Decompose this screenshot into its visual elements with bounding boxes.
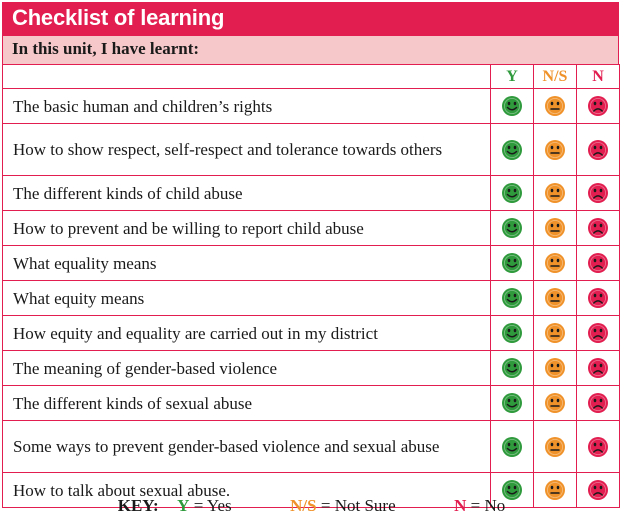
face-cell-n[interactable]: [577, 176, 620, 211]
face-cell-ns[interactable]: [534, 351, 577, 386]
face-cell-n[interactable]: [577, 89, 620, 124]
face-cell-ns[interactable]: [534, 211, 577, 246]
key-y-text: = Yes: [193, 496, 232, 515]
sad-face-icon[interactable]: [587, 392, 609, 414]
page-title: Checklist of learning: [12, 5, 225, 30]
face-cell-ns[interactable]: [534, 421, 577, 473]
neutral-face-icon[interactable]: [544, 436, 566, 458]
checklist-row: [3, 316, 620, 351]
face-cell-y[interactable]: [491, 176, 534, 211]
smiley-face-icon[interactable]: [501, 392, 523, 414]
smiley-face-icon[interactable]: [501, 436, 523, 458]
sad-face-icon[interactable]: [587, 95, 609, 117]
smiley-face-icon[interactable]: [501, 217, 523, 239]
face-cell-n[interactable]: [577, 351, 620, 386]
title-bar: [2, 2, 619, 36]
sad-face-icon[interactable]: [587, 217, 609, 239]
neutral-face-icon[interactable]: [544, 287, 566, 309]
key-y-letter: Y: [177, 496, 190, 515]
checklist-item-label: What equality means: [3, 246, 491, 281]
face-cell-n[interactable]: [577, 386, 620, 421]
checklist-row: [3, 89, 620, 124]
face-cell-ns[interactable]: [534, 246, 577, 281]
smiley-face-icon[interactable]: [501, 95, 523, 117]
header-yes: Y: [491, 65, 534, 89]
checklist-item-label: The different kinds of child abuse: [3, 176, 491, 211]
face-cell-ns[interactable]: [534, 124, 577, 176]
sad-face-icon[interactable]: [587, 287, 609, 309]
sad-face-icon[interactable]: [587, 252, 609, 274]
face-cell-y[interactable]: [491, 124, 534, 176]
neutral-face-icon[interactable]: [544, 217, 566, 239]
checklist-row: [3, 211, 620, 246]
key-n-letter: N: [454, 496, 467, 515]
smiley-face-icon[interactable]: [501, 182, 523, 204]
smiley-face-icon[interactable]: [501, 287, 523, 309]
face-cell-ns[interactable]: [534, 176, 577, 211]
neutral-face-icon[interactable]: [544, 357, 566, 379]
neutral-face-icon[interactable]: [544, 95, 566, 117]
smiley-face-icon[interactable]: [501, 252, 523, 274]
sad-face-icon[interactable]: [587, 357, 609, 379]
header-not-sure: N/S: [534, 65, 577, 89]
header-blank: [3, 65, 491, 89]
face-cell-y[interactable]: [491, 386, 534, 421]
neutral-face-icon[interactable]: [544, 322, 566, 344]
checklist-item-label: How to talk about sexual abuse.: [3, 473, 491, 508]
smiley-face-icon[interactable]: [501, 139, 523, 161]
key-n-text: = No: [470, 496, 506, 515]
face-cell-y[interactable]: [491, 351, 534, 386]
neutral-face-icon[interactable]: [544, 139, 566, 161]
checklist-item-label: The meaning of gender-based violence: [3, 351, 491, 386]
checklist-row: [3, 176, 620, 211]
face-cell-n[interactable]: [577, 246, 620, 281]
face-cell-ns[interactable]: [534, 386, 577, 421]
face-cell-y[interactable]: [491, 316, 534, 351]
header-no: N: [577, 65, 620, 89]
sad-face-icon[interactable]: [587, 139, 609, 161]
face-cell-n[interactable]: [577, 211, 620, 246]
checklist-table: [2, 64, 620, 508]
checklist-item-label: How to prevent and be willing to report child abuse: [3, 211, 491, 246]
checklist-row: [3, 246, 620, 281]
face-cell-n[interactable]: [577, 421, 620, 473]
checklist-row: [3, 386, 620, 421]
sad-face-icon[interactable]: [587, 322, 609, 344]
checklist-item-label: The basic human and children’s rights: [3, 89, 491, 124]
face-cell-y[interactable]: [491, 211, 534, 246]
face-cell-ns[interactable]: [534, 89, 577, 124]
face-cell-ns[interactable]: [534, 316, 577, 351]
checklist-item-label: How equity and equality are carried out in my district: [3, 316, 491, 351]
checklist-row: [3, 124, 620, 176]
checklist-item-label: How to show respect, self-respect and tolerance towards others: [3, 124, 491, 176]
smiley-face-icon[interactable]: [501, 322, 523, 344]
checklist-row: [3, 351, 620, 386]
checklist-item-label: Some ways to prevent gender-based violence and sexual abuse: [3, 421, 491, 473]
key-ns-text: = Not Sure: [320, 496, 396, 515]
face-cell-n[interactable]: [577, 281, 620, 316]
neutral-face-icon[interactable]: [544, 392, 566, 414]
sad-face-icon[interactable]: [587, 436, 609, 458]
neutral-face-icon[interactable]: [544, 252, 566, 274]
key-prefix: KEY:: [117, 496, 159, 515]
checklist-row: [3, 281, 620, 316]
face-cell-n[interactable]: [577, 124, 620, 176]
key-ns-letter: N/S: [290, 496, 317, 515]
face-cell-y[interactable]: [491, 421, 534, 473]
smiley-face-icon[interactable]: [501, 357, 523, 379]
neutral-face-icon[interactable]: [544, 182, 566, 204]
checklist-item-label: The different kinds of sexual abuse: [3, 386, 491, 421]
header-row: [3, 65, 620, 89]
face-cell-ns[interactable]: [534, 281, 577, 316]
face-cell-n[interactable]: [577, 316, 620, 351]
checklist-row: [3, 421, 620, 473]
subtitle-bar: [2, 36, 619, 64]
key-legend: [0, 496, 623, 516]
sad-face-icon[interactable]: [587, 182, 609, 204]
subtitle: In this unit, I have learnt:: [12, 39, 200, 58]
checklist-item-label: What equity means: [3, 281, 491, 316]
face-cell-y[interactable]: [491, 246, 534, 281]
face-cell-y[interactable]: [491, 281, 534, 316]
face-cell-y[interactable]: [491, 89, 534, 124]
